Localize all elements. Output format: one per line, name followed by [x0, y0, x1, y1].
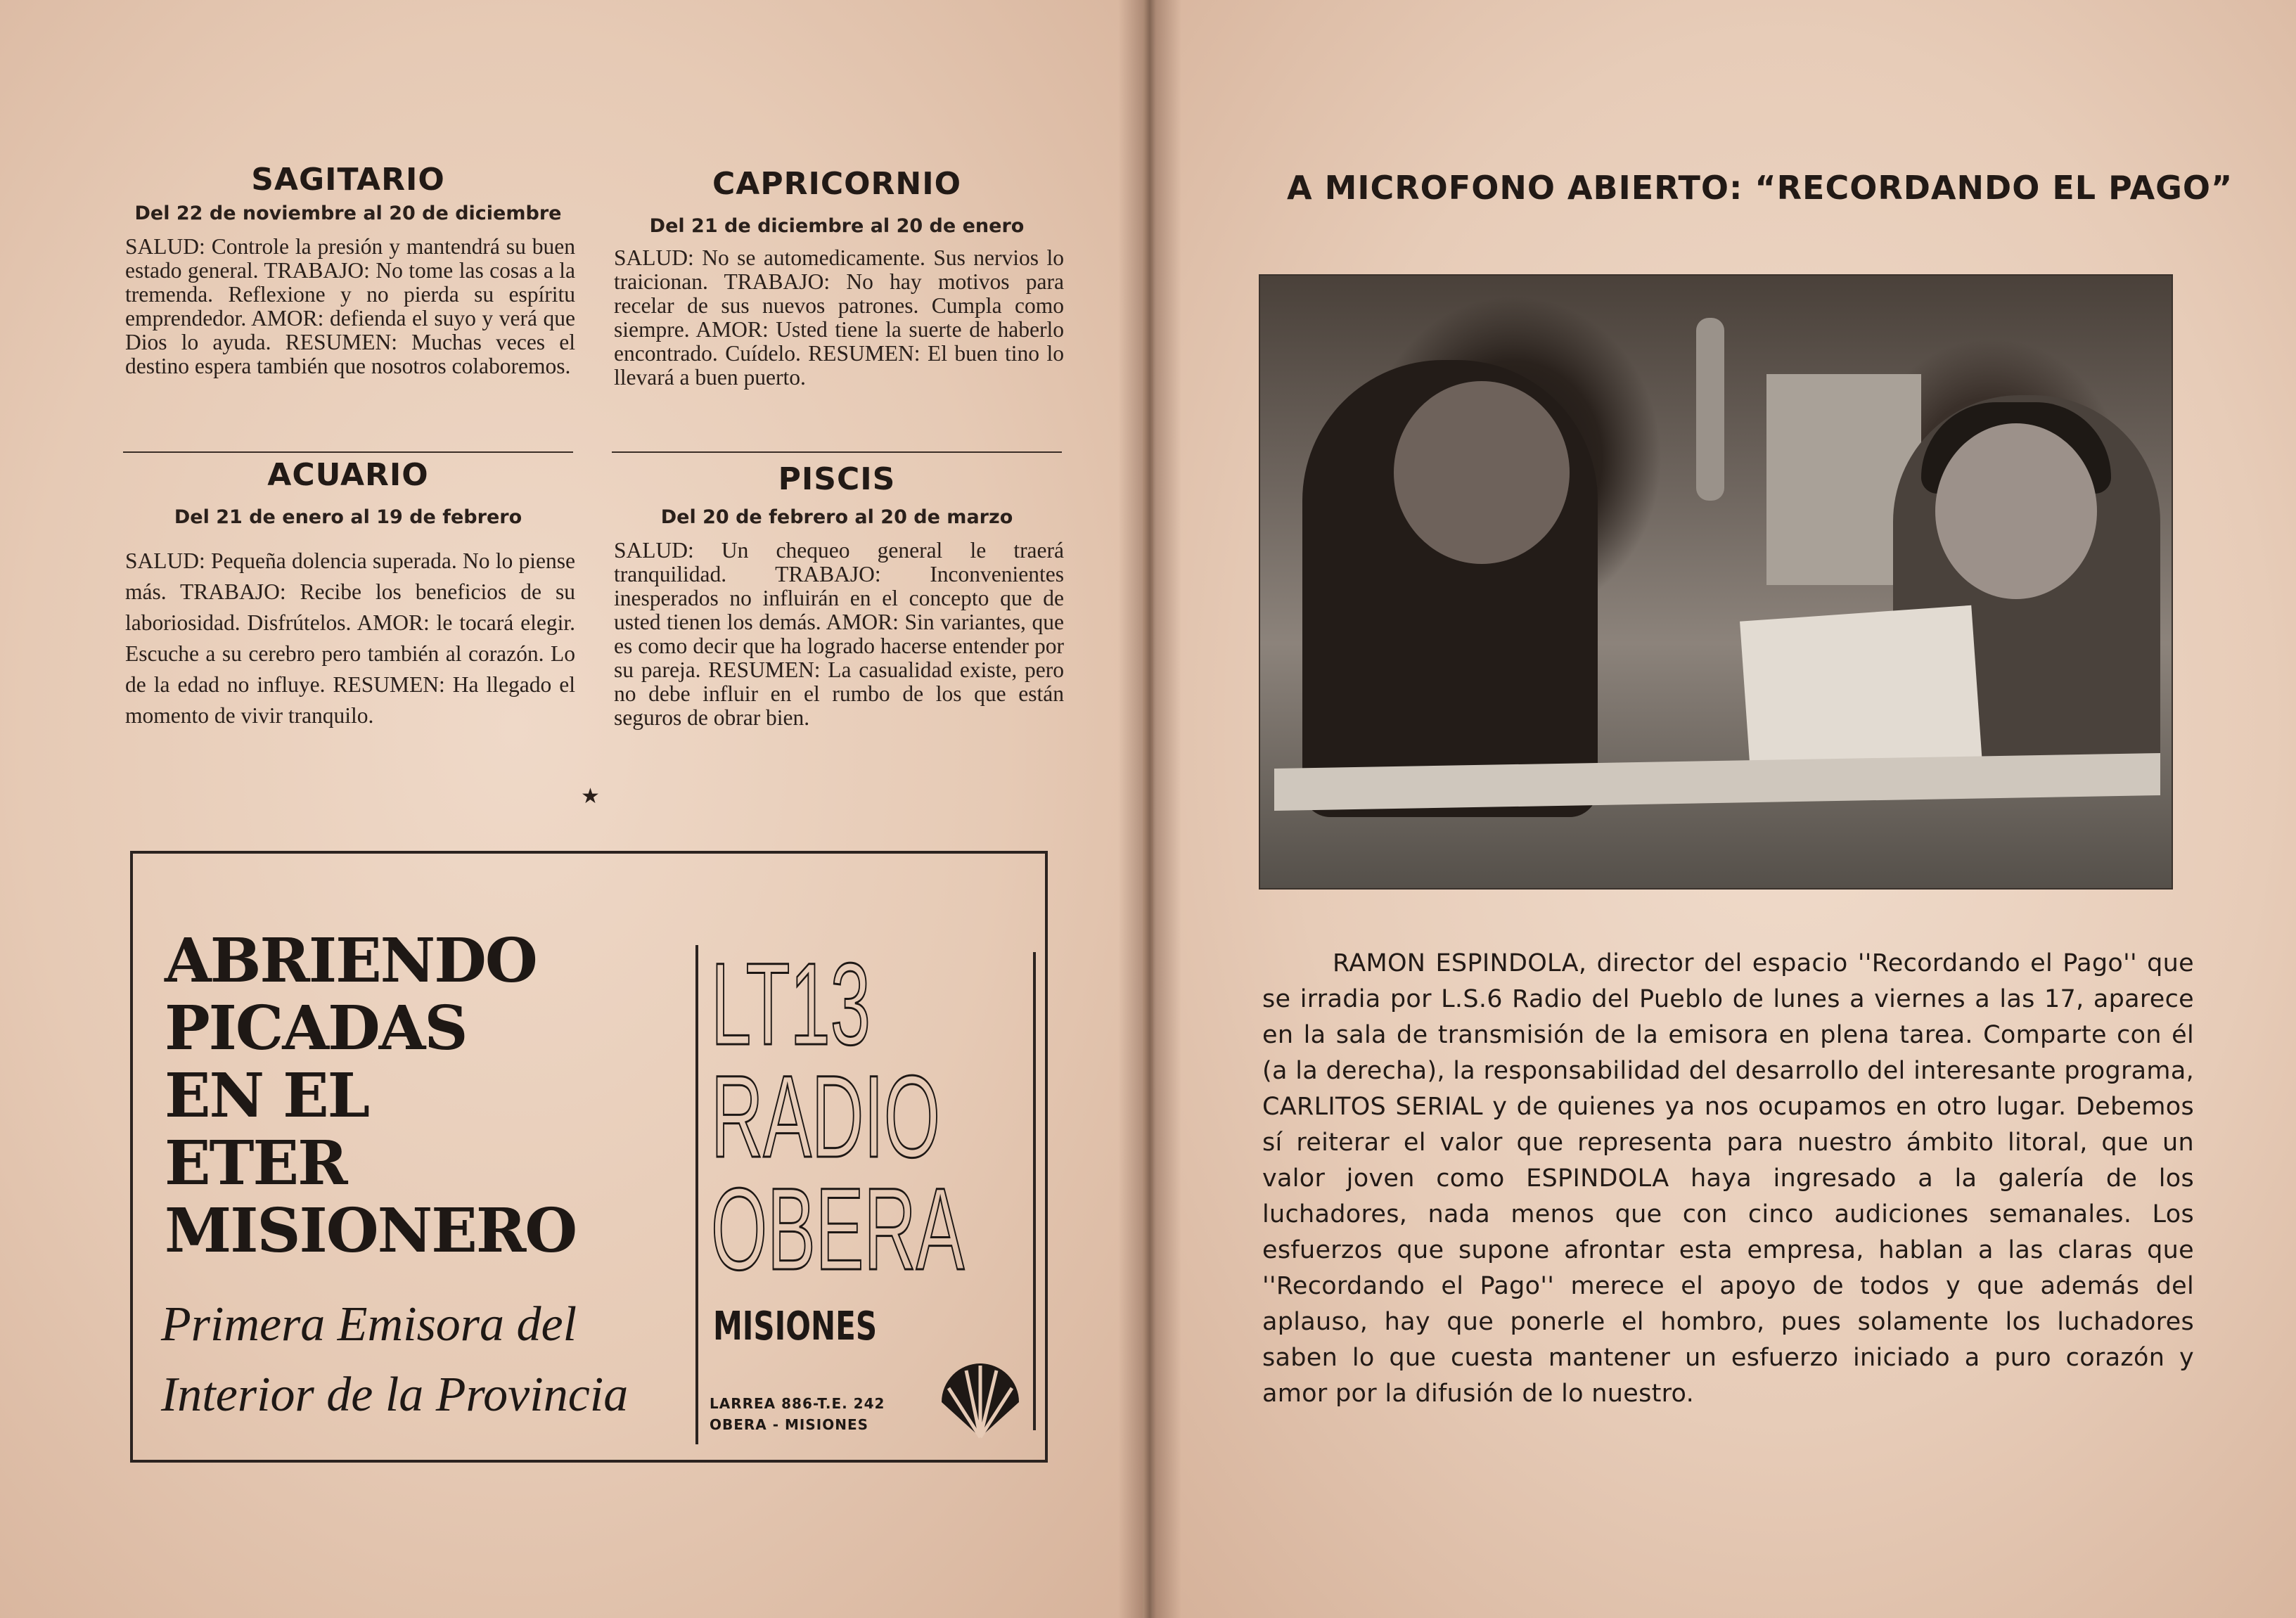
article-body	[1262, 946, 2194, 1412]
star-ornament: ★	[581, 784, 600, 809]
sign-dates-acuario: Del 21 de enero al 19 de febrero	[174, 506, 522, 528]
sign-text-capricornio: SALUD: No se automedicamente. Sus nervios lo traicionan. TRABAJO: No hay motivos para recelar de sus nuevos patrones. Cumpla como siempre. AMOR: Usted tiene la suerte de haberlo encontrado. Cuídelo. RESUMEN: El buen tino lo llevará a buen puerto.	[614, 245, 1064, 390]
ad-headline-line: PICADAS	[165, 993, 467, 1064]
ad-tagline	[161, 1290, 695, 1430]
sign-text-sagitario: SALUD: Controle la presión y mantendrá su buen estado general. TRABAJO: No tome las cosas a la tremenda. Reflexione y no pierda su espíritu emprendedor. AMOR: defienda el suyo y verá que Dios lo ayuda. RESUMEN: Muchas veces el destino espera también que nosotros colaboremos.	[125, 234, 575, 378]
ad-divider-line	[695, 945, 698, 1444]
ad-divider-line	[1033, 952, 1036, 1430]
ad-headline-line: ETER	[165, 1128, 347, 1199]
divider-right	[612, 451, 1062, 453]
sign-text-piscis: SALUD: Un chequeo general le traerá tranquilidad. TRABAJO: Inconvenientes inesperados no influirán en el concepto que de usted tienen los demás. AMOR: Sin variantes, que es como decir que ha logrado hacerse entender por su pareja. RESUMEN: La casualidad existe, pero no debe influir en el rumbo de los que están seguros de obrar bien.	[614, 538, 1064, 730]
sign-dates-capricornio: Del 21 de diciembre al 20 de enero	[649, 215, 1025, 237]
sign-dates-piscis: Del 20 de febrero al 20 de marzo	[660, 506, 1013, 528]
sign-dates-sagitario: Del 22 de noviembre al 20 de diciembre	[134, 203, 562, 224]
station-name-line: RADIO	[711, 1052, 940, 1182]
book-spine	[1118, 0, 1181, 1618]
article-text: RAMON ESPINDOLA, director del espacio ''Recordando el Pago'' que se irradia por L.S.6 Radio del Pueblo de lunes a viernes a las 17, aparece en la sala de transmisión de la emisora en plena tarea. Comparte con él (a la derecha), la responsabilidad del desarrollo del interesante programa, CARLITOS SERIAL y de quienes ya nos ocupamos en otro lugar. Debemos sí reiterar el valor que representa para nuestro ámbito litoral, que un valor joven como ESPINDOLA haya ingresado a la galería de los luchadores, nada menos que con cinco audiciones semanales. Los esfuerzos que supone afrontar esta empresa, hablan a las claras que ''Recordando el Pago'' merece el apoyo de todos y que además del aplauso, hay que ponerle el hombro, pues solamente los luchadores saben lo que cuesta mantener un esfuerzo iniciado a puro corazón y amor por la difusión de lo nuestro.	[1262, 949, 2194, 1408]
ad-headline-line: EN EL	[165, 1060, 369, 1131]
ad-headline-line: MISIONERO	[165, 1195, 577, 1266]
station-city: OBERA - MISIONES	[710, 1416, 869, 1433]
station-region: MISIONES	[713, 1304, 878, 1349]
sign-title-acuario: ACUARIO	[267, 457, 429, 493]
shell-logo-icon	[935, 1360, 1026, 1444]
station-address: LARREA 886-T.E. 242	[710, 1395, 885, 1412]
person-right-face	[1935, 423, 2097, 599]
station-name-line: LT13	[711, 939, 871, 1070]
sign-title-piscis: PISCIS	[778, 461, 896, 497]
ad-tagline-line: Interior de la Provincia	[161, 1368, 629, 1422]
sign-title-sagitario: SAGITARIO	[251, 162, 445, 198]
ad-headline-line: ABRIENDO	[165, 925, 537, 996]
ad-headline	[165, 927, 601, 1265]
ad-tagline-line: Primera Emisora del	[161, 1297, 577, 1351]
station-name-line: OBERA	[711, 1164, 965, 1295]
radio-advertisement	[130, 851, 1048, 1463]
person-left-face	[1394, 381, 1570, 564]
article-title: A MICROFONO ABIERTO: “RECORDANDO EL PAGO”	[1287, 169, 2233, 207]
sign-text-acuario: SALUD: Pequeña dolencia superada. No lo piense más. TRABAJO: Recibe los beneficios de su laboriosidad. Disfrútelos. AMOR: le tocará elegir. Escuche a su cerebro pero también al corazón. Lo de la edad no influye. RESUMEN: Ha llegado el momento de vivir tranquilo.	[125, 548, 575, 728]
divider-left	[123, 451, 573, 453]
microphone	[1696, 318, 1724, 501]
station-name	[711, 939, 965, 1295]
radio-studio-photo	[1259, 274, 2173, 890]
sign-title-capricornio: CAPRICORNIO	[712, 166, 962, 202]
